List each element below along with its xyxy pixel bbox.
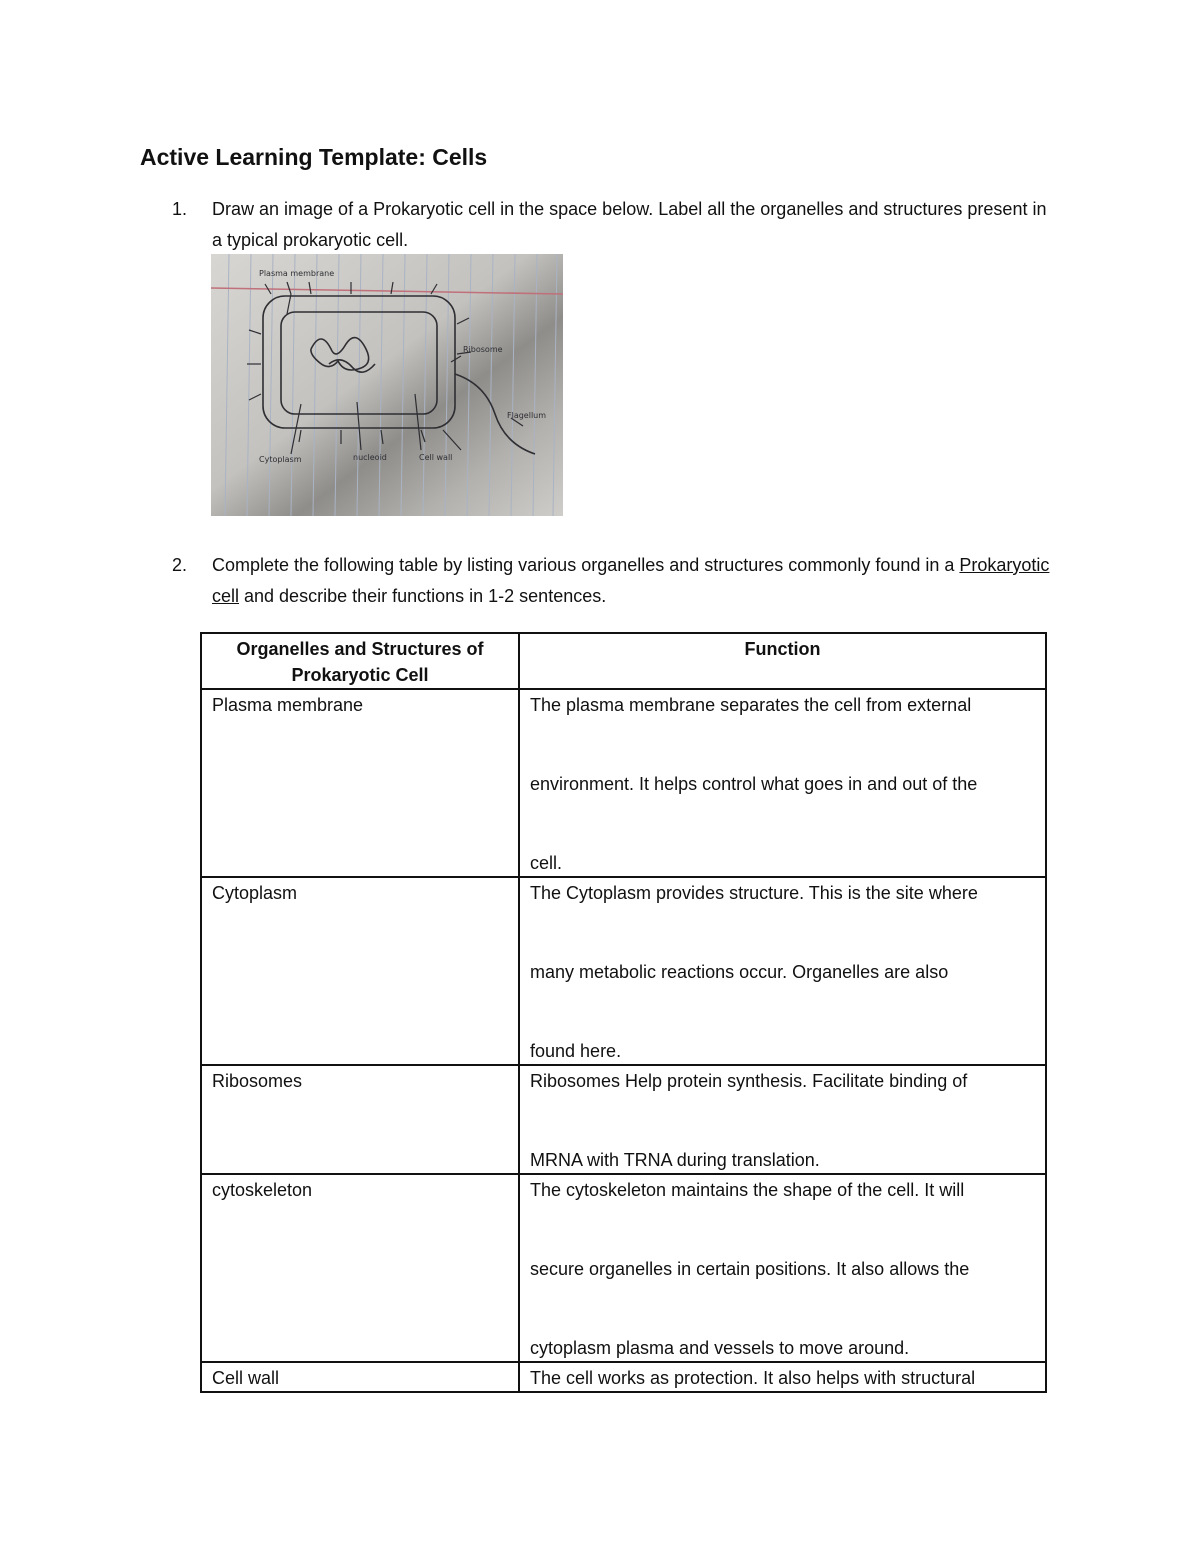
table-row: [201, 877, 1046, 1065]
table-cell-function: [519, 877, 1046, 1065]
question-1-text: Draw an image of a Prokaryotic cell in the space below. Label all the organelles and structures present in a typical prokaryotic cell.: [212, 199, 1047, 250]
function-line: environment. It helps control what goes in and out of the: [530, 774, 978, 794]
question-1-number: 1.: [172, 199, 188, 219]
table-cell-function: [519, 689, 1046, 877]
sketch-label-cytoplasm: Cytoplasm: [259, 455, 302, 464]
function-line: cytoplasm plasma and vessels to move around.: [530, 1338, 910, 1358]
function-line: The Cytoplasm provides structure. This is the site where: [530, 883, 978, 903]
function-line: secure organelles in certain positions. It also allows the: [530, 1259, 970, 1279]
question-2-text-underlined: Prokaryotic cell: [212, 555, 1050, 606]
table-cell-name: cytoskeleton: [201, 1174, 519, 1362]
function-line: found here.: [530, 1041, 622, 1061]
table-row: [201, 1174, 1046, 1362]
question-2-number: 2.: [172, 555, 188, 575]
prokaryotic-cell-sketch: [211, 254, 563, 516]
sketch-label-cell-wall: Cell wall: [419, 453, 453, 462]
sketch-label-nucleoid: nucleoid: [353, 453, 387, 462]
question-2-text-before: Complete the following table by listing various organelles and structures commonly found in a: [212, 555, 960, 575]
table-cell-function: [519, 1362, 1046, 1392]
question-2-text: [212, 550, 1052, 612]
table-row: [201, 689, 1046, 877]
question-2-text-after: and describe their functions in 1-2 sentences.: [239, 586, 607, 606]
table-cell-function: [519, 1174, 1046, 1362]
function-line: Ribosomes Help protein synthesis. Facilitate binding of: [530, 1071, 968, 1091]
function-line: MRNA with TRNA during translation.: [530, 1150, 820, 1170]
table-header-function: Function: [519, 633, 1046, 689]
function-line: many metabolic reactions occur. Organelles are also: [530, 962, 949, 982]
table-cell-name: Cell wall: [201, 1362, 519, 1392]
question-1: [172, 194, 1052, 256]
table-row: [201, 1362, 1046, 1392]
table-cell-function: [519, 1065, 1046, 1174]
table-header-row: [201, 633, 1046, 689]
function-line: cell.: [530, 853, 563, 873]
page-title: Active Learning Template: Cells: [140, 144, 488, 170]
function-line: The cytoskeleton maintains the shape of the cell. It will: [530, 1180, 965, 1200]
table-cell-name: Cytoplasm: [201, 877, 519, 1065]
sketch-label-flagellum: Flagellum: [507, 411, 547, 420]
function-line: The cell works as protection. It also helps with structural: [530, 1368, 976, 1388]
table-cell-name: Ribosomes: [201, 1065, 519, 1174]
organelles-table: [200, 632, 1047, 1393]
function-line: The plasma membrane separates the cell from external: [530, 695, 972, 715]
question-2: [172, 550, 1052, 612]
table-cell-name: Plasma membrane: [201, 689, 519, 877]
table-row: [201, 1065, 1046, 1174]
sketch-label-ribosome: Ribosome: [463, 345, 503, 354]
table-header-organelles: Organelles and Structures of Prokaryotic Cell: [201, 633, 519, 689]
sketch-label-plasma-membrane: Plasma membrane: [259, 269, 335, 278]
